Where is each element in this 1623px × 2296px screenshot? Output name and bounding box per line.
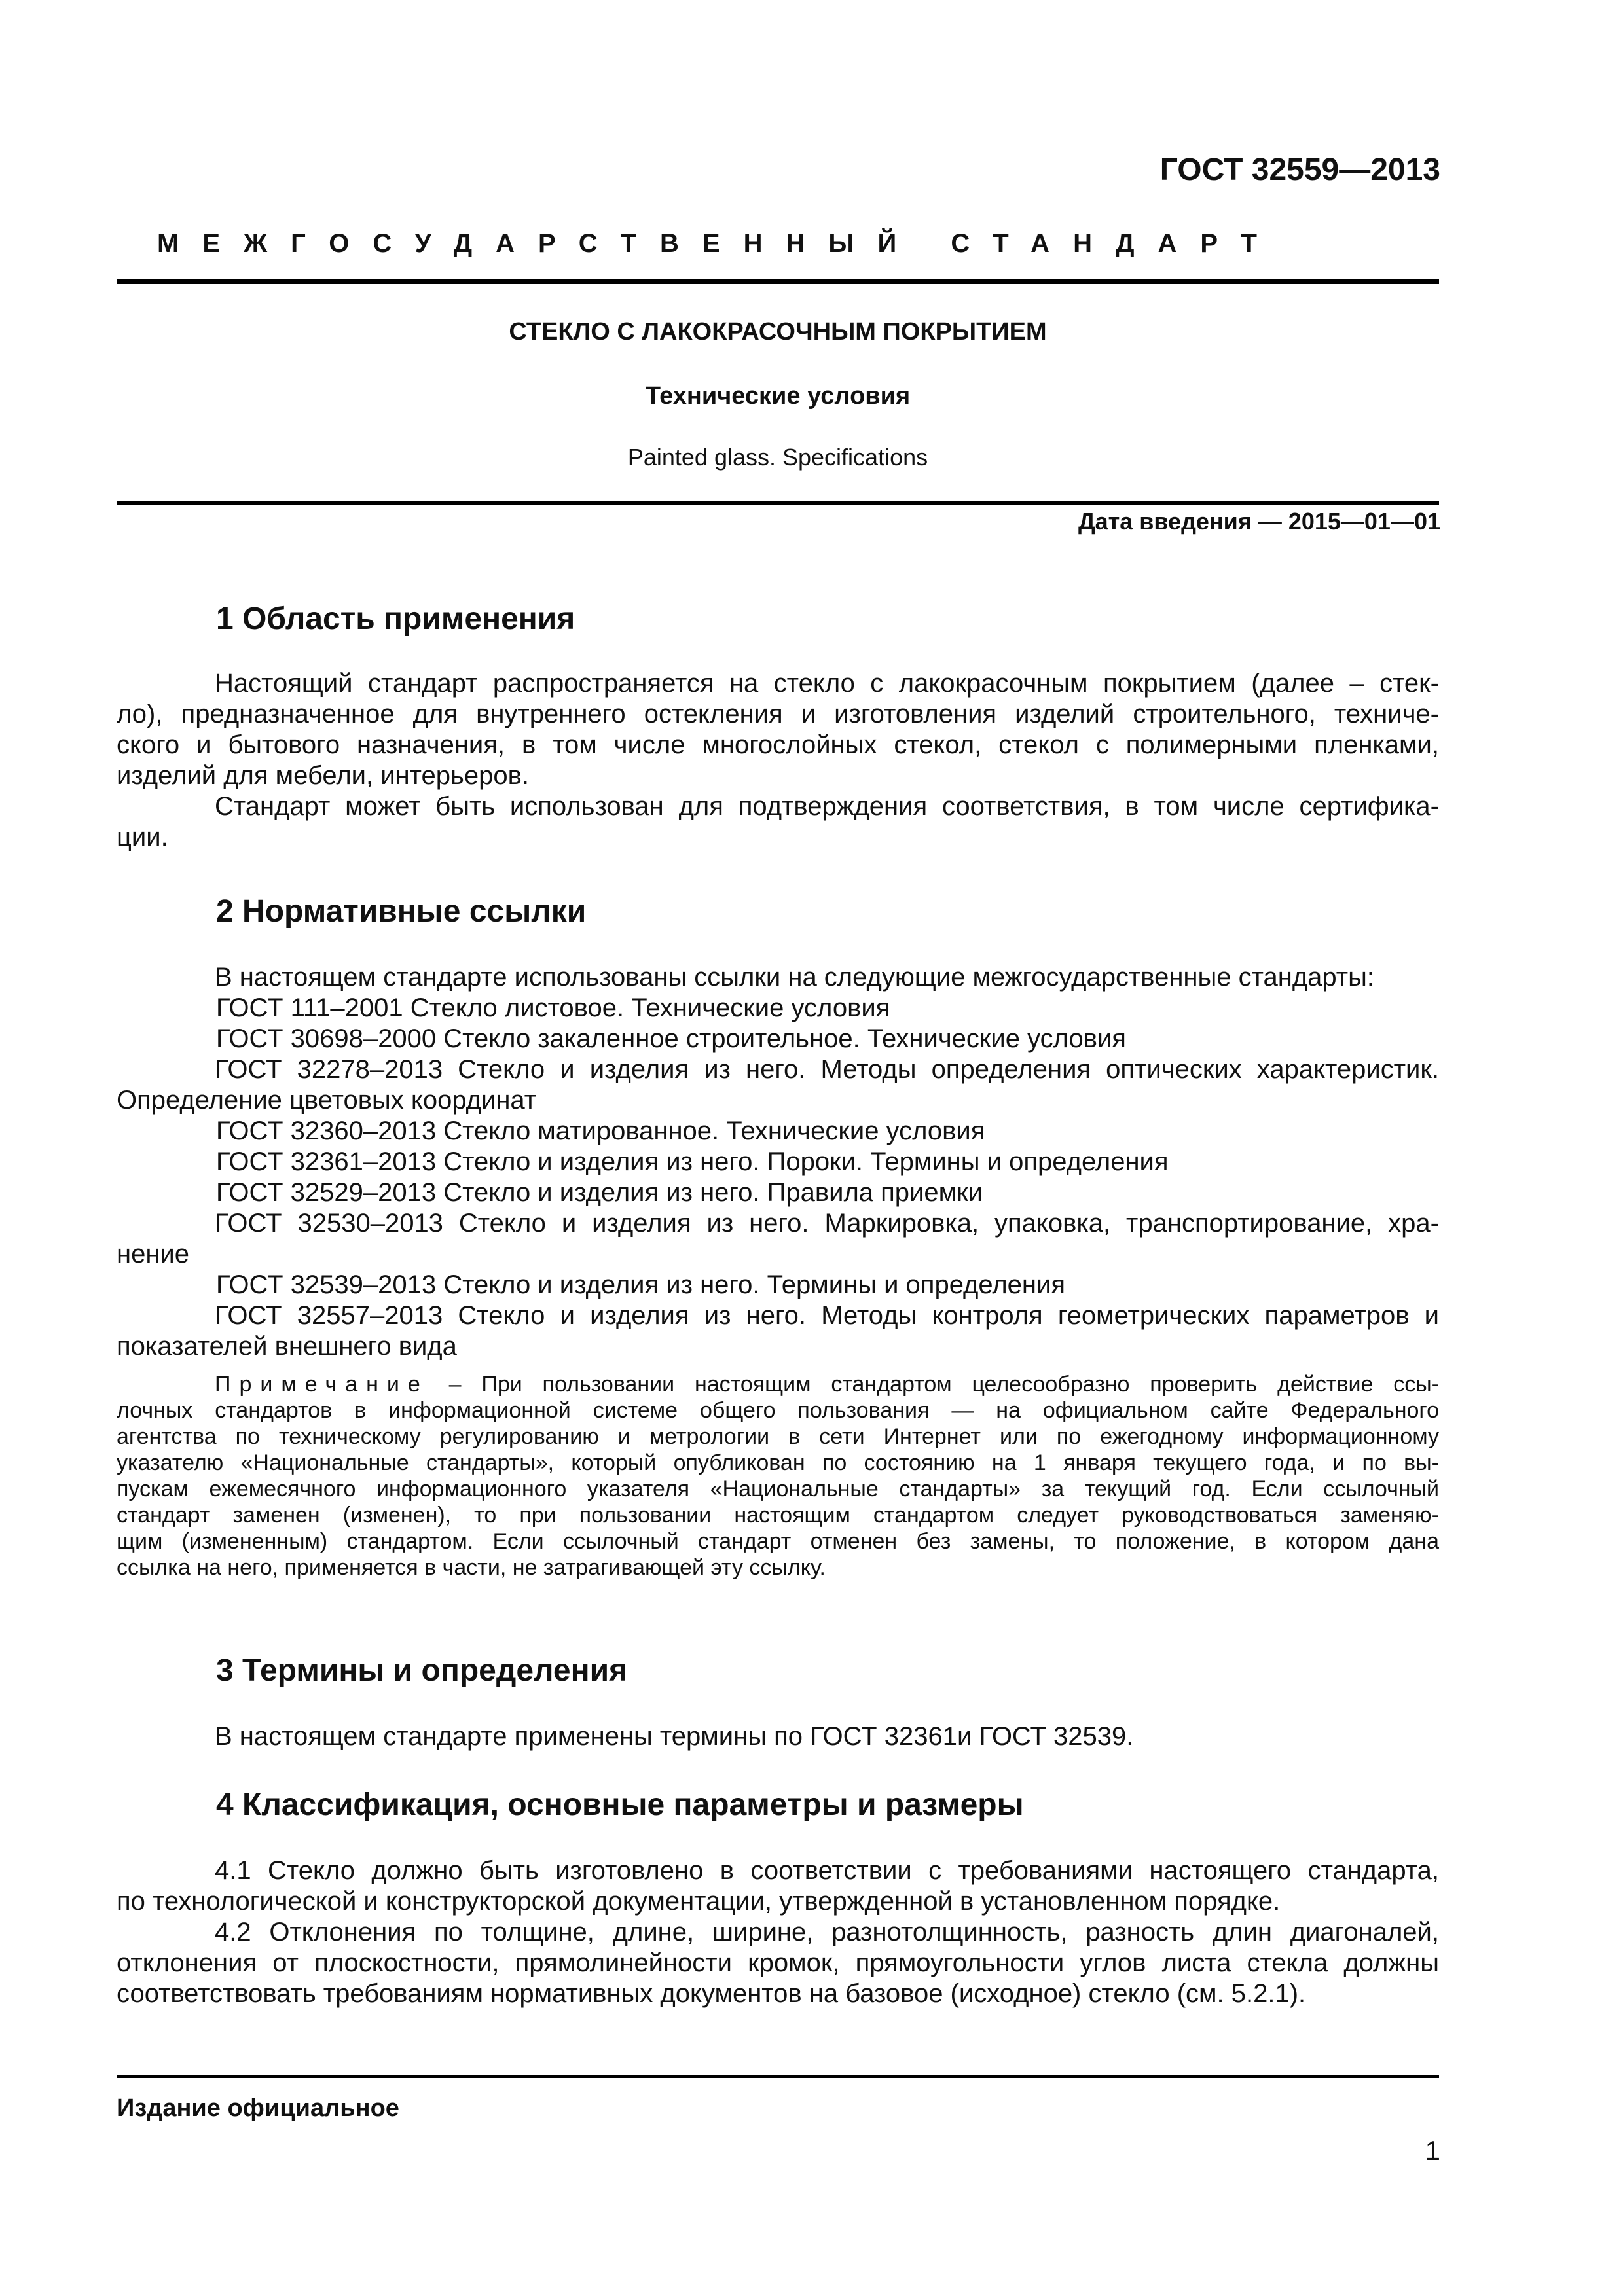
note-label: Примечание [215, 1372, 429, 1397]
reference-gost-32539: ГОСТ 32539–2013 Стекло и изделия из него. Термины и определения [216, 1270, 1065, 1299]
document-title: СТЕКЛО С ЛАКОКРАСОЧНЫМ ПОКРЫТИЕМ [509, 318, 1047, 346]
text-line: пускам ежемесячного информационного указателя «Национальные стандарты» за текущий год. Если ссылочный [117, 1477, 1439, 1501]
section-3-heading: 3 Термины и определения [216, 1653, 628, 1688]
section-1-heading: 1 Область применения [216, 601, 575, 636]
section-2-intro [117, 962, 1439, 993]
reference-gost-32361: ГОСТ 32361–2013 Стекло и изделия из него. Пороки. Термины и определения [216, 1147, 1169, 1176]
text-line: по технологической и конструкторской документации, утвержденной в установленном порядке. [117, 1887, 1281, 1916]
text-line: соответствовать требованиям нормативных документов на базовое (исходное) стекло (см. 5.2.1). [117, 1979, 1306, 2008]
section-3-paragraph [117, 1721, 1439, 1752]
reference-gost-32557 [117, 1300, 1439, 1362]
text-line: ГОСТ 32278–2013 Стекло и изделия из него. Методы определения оптических характеристик. [215, 1055, 1439, 1084]
text-line: ского и бытового назначения, в том числе многослойных стекол, стекол с полимерными пленками, [117, 730, 1439, 759]
text-line: Определение цветовых координат [117, 1086, 537, 1115]
text-line: ции. [117, 823, 168, 852]
document-subtitle: Технические условия [645, 382, 911, 410]
text-line: лочных стандартов в информационной системе общего пользования — на официальном сайте Федерального [117, 1398, 1439, 1423]
section-4-paragraph-2 [117, 1917, 1439, 2009]
section-2-heading: 2 Нормативные ссылки [216, 894, 587, 929]
section-1-paragraph-2 [117, 791, 1439, 853]
section-1-paragraph-1 [117, 668, 1439, 791]
normative-note [117, 1371, 1439, 1581]
footer-rule [117, 2075, 1439, 2078]
reference-gost-111: ГОСТ 111–2001 Стекло листовое. Технические условия [216, 994, 890, 1022]
text-line: 4.2 Отклонения по толщине, длине, ширине, разнотолщинность, разность длин диагоналей, [215, 1918, 1439, 1946]
text-line: Настоящий стандарт распространяется на стекло с лакокрасочным покрытием (далее – стек- [215, 669, 1439, 698]
header-rule [117, 279, 1439, 284]
text-line: Стандарт может быть использован для подтверждения соответствия, в том числе сертифика- [215, 792, 1439, 821]
text-line: указателю «Национальные стандарты», который опубликован по состоянию на 1 января текущего года, и по вы- [117, 1450, 1439, 1475]
standard-number: ГОСТ 32559—2013 [1159, 152, 1440, 187]
document-title-english: Painted glass. Specifications [627, 444, 928, 471]
section-4-heading: 4 Классификация, основные параметры и размеры [216, 1787, 1024, 1822]
text-line: показателей внешнего вида [117, 1332, 457, 1361]
reference-gost-32360: ГОСТ 32360–2013 Стекло матированное. Технические условия [216, 1117, 985, 1145]
text-line: ссылка на него, применяется в части, не затрагивающей эту ссылку. [117, 1555, 826, 1580]
text-line: ГОСТ 32530–2013 Стекло и изделия из него. Маркировка, упаковка, транспортирование, хра- [215, 1209, 1439, 1238]
reference-gost-32530 [117, 1208, 1439, 1270]
section-4-paragraph-1 [117, 1856, 1439, 1917]
text-line: В настоящем стандарте использованы ссылки на следующие межгосударственные стандарты: [215, 963, 1374, 992]
text-line: стандарт заменен (изменен), то при пользовании настоящим стандартом следует руководствоваться заменяю- [117, 1503, 1439, 1528]
standard-type: МЕЖГОСУДАРСТВЕННЫЙ СТАНДАРТ [157, 229, 1281, 258]
text-line: агентства по техническому регулированию и метрологии в сети Интернет или по ежегодному информационному [117, 1424, 1439, 1449]
title-rule [117, 501, 1439, 505]
official-edition-label: Издание официальное [117, 2094, 399, 2122]
text-line: нение [117, 1240, 190, 1268]
text-line: отклонения от плоскостности, прямолинейности кромок, прямоугольности углов листа стекла должны [117, 1948, 1439, 1977]
text-line: 4.1 Стекло должно быть изготовлено в соответствии с требованиями настоящего стандарта, [215, 1856, 1439, 1885]
text-line: ГОСТ 32557–2013 Стекло и изделия из него. Методы контроля геометрических параметров и [215, 1301, 1439, 1330]
text-line: В настоящем стандарте применены термины по ГОСТ 32361и ГОСТ 32539. [215, 1722, 1134, 1751]
text-line: изделий для мебели, интерьеров. [117, 761, 529, 790]
reference-gost-32278 [117, 1054, 1439, 1116]
reference-gost-32529: ГОСТ 32529–2013 Стекло и изделия из него. Правила приемки [216, 1178, 983, 1207]
text-line: щим (измененным) стандартом. Если ссылочный стандарт отменен без замены, то положение, в котором дана [117, 1529, 1439, 1554]
page-number: 1 [1425, 2135, 1440, 2166]
text-line: ло), предназначенное для внутреннего остекления и изготовления изделий строительного, техниче- [117, 700, 1439, 728]
introduction-date: Дата введения — 2015—01—01 [1078, 508, 1440, 535]
reference-gost-30698: ГОСТ 30698–2000 Стекло закаленное строительное. Технические условия [216, 1024, 1126, 1053]
text-line: – При пользовании настоящим стандартом целесообразно проверить действие ссы- [448, 1372, 1439, 1397]
